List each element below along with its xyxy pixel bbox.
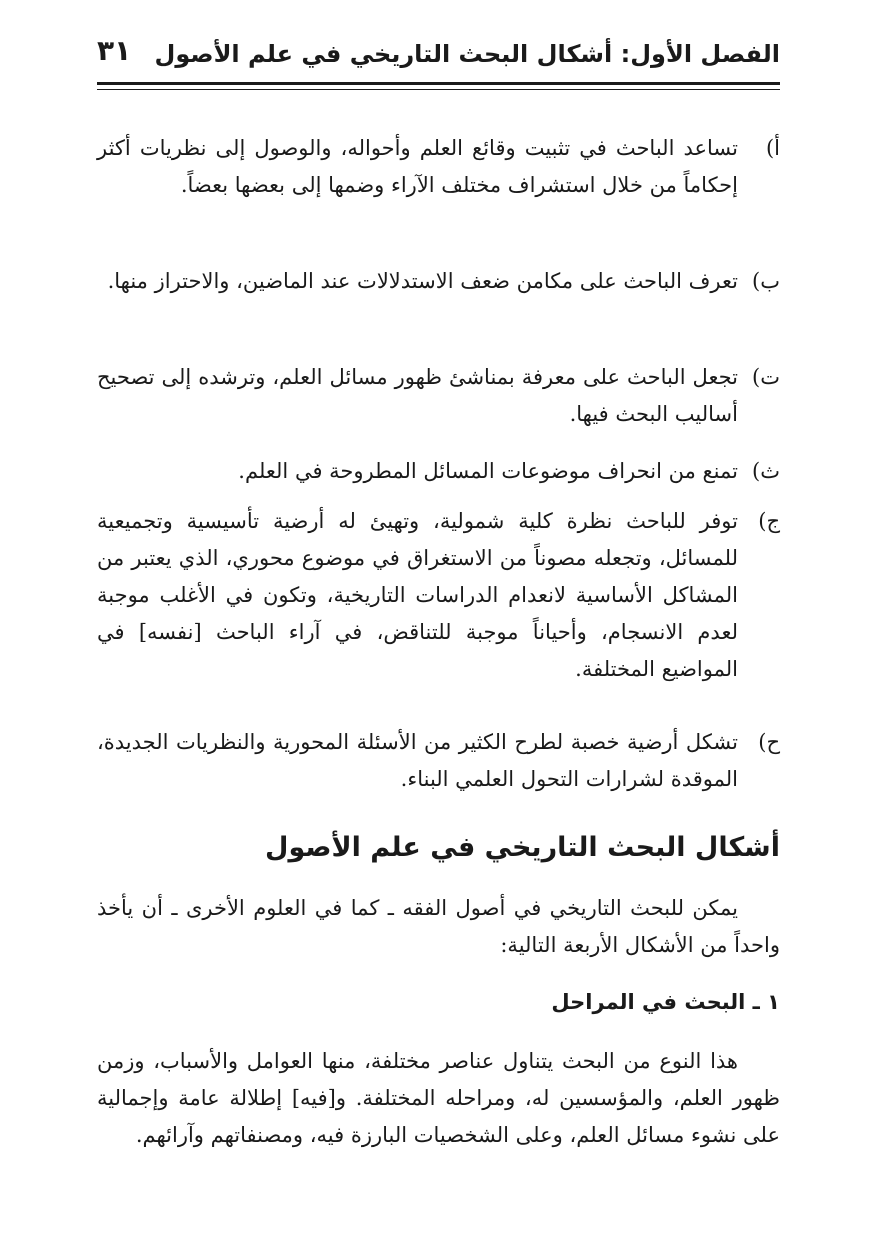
list-item-t (97, 359, 780, 433)
list-item-text: تمنع من انحراف موضوعات المسائل المطروحة في العلم. (238, 459, 738, 483)
list-marker: أ) (765, 136, 780, 160)
list-item-h (97, 724, 780, 798)
list-item-b (97, 263, 780, 300)
header-rule-thick (97, 82, 780, 85)
list-marker: ح) (758, 730, 780, 754)
section-heading: أشكال البحث التاريخي في علم الأصول (265, 832, 780, 863)
list-item-j (97, 503, 780, 688)
list-marker: ب) (752, 269, 780, 293)
list-item-th (97, 453, 780, 490)
page-number: ٣١ (97, 34, 132, 67)
list-item-a (97, 130, 780, 204)
header-rule-thin (97, 89, 780, 90)
list-item-text: توفر للباحث نظرة كلية شمولية، وتهيئ له أرضية تأسيسية وتجميعية للمسائل، وتجعله مصوناً من الاستغراق في موضوع محوري، الذي يعتبر من المشاكل الأساسية لانعدام الدراسات التاريخية، وتكون في الأغلب موجبة لعدم الانسجام، وأحياناً موجبة للتناقض، في آراء الباحث [نفسه] في المواضيع المختلفة. (97, 509, 738, 681)
running-title: الفصل الأول: أشكال البحث التاريخي في علم الأصول (154, 40, 780, 68)
list-item-text: تشكل أرضية خصبة لطرح الكثير من الأسئلة المحورية والنظريات الجديدة، الموقدة لشرارات التحول العلمي البناء. (97, 730, 738, 791)
list-item-text: تعرف الباحث على مكامن ضعف الاستدلالات عند الماضين، والاحتراز منها. (107, 269, 738, 293)
list-marker: ج) (758, 509, 780, 533)
list-item-text: تجعل الباحث على معرفة بمناشئ ظهور مسائل العلم، وترشده إلى تصحيح أساليب البحث فيها. (97, 365, 738, 426)
list-marker: ت) (752, 365, 780, 389)
section-paragraph: هذا النوع من البحث يتناول عناصر مختلفة، منها العوامل والأسباب، وزمن ظهور العلم، والمؤسسين له، ومراحله المختلفة. و[فيه] إطلالة عامة وإجمالية على نشوء مسائل العلم، وعلى الشخصيات البارزة فيه، ومصنفاتهم وآرائهم. (97, 1049, 780, 1147)
list-item-text: تساعد الباحث في تثبيت وقائع العلم وأحواله، والوصول إلى نظريات أكثر إحكاماً من خلال استشراف مختلف الآراء وضمها إلى بعضها بعضاً. (97, 136, 738, 197)
sub-heading: ١ ـ البحث في المراحل (551, 990, 780, 1014)
section-intro: يمكن للبحث التاريخي في أصول الفقه ـ كما في العلوم الأخرى ـ أن يأخذ واحداً من الأشكال الأربعة التالية: (97, 896, 780, 957)
list-marker: ث) (752, 459, 780, 483)
